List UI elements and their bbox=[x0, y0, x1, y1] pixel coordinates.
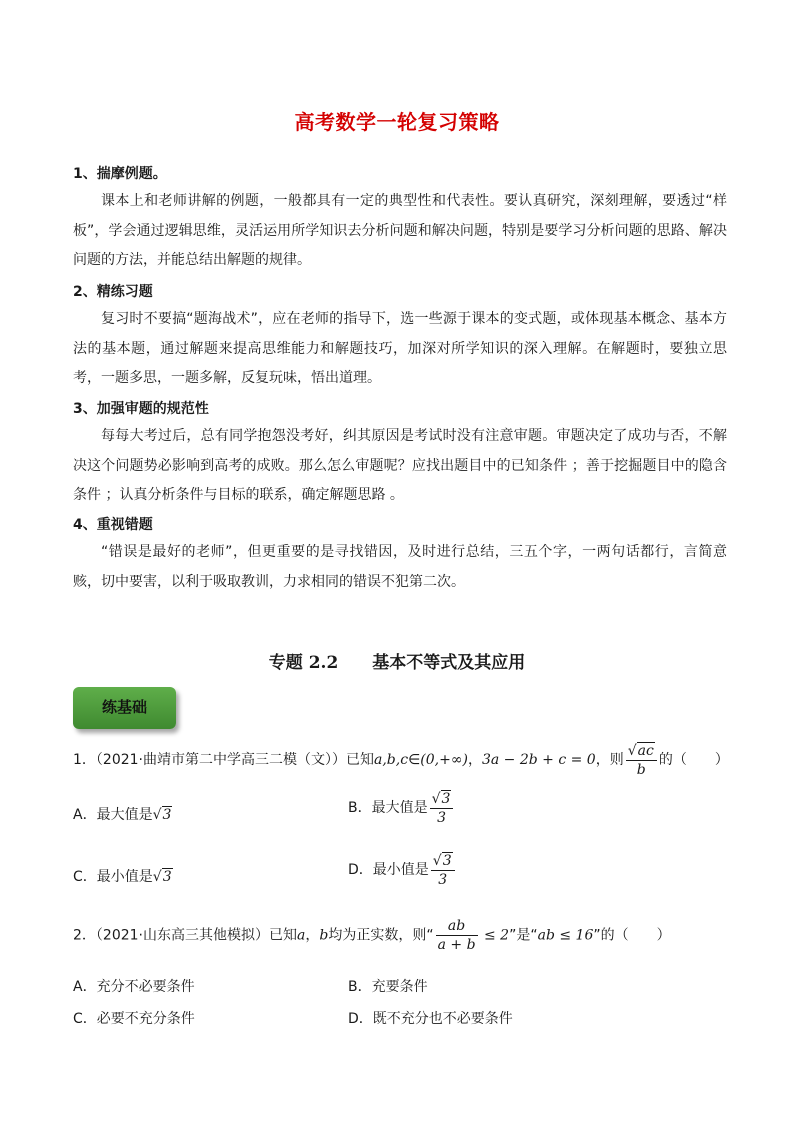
section-heading-1: 1、揣摩例题。 bbox=[73, 166, 167, 182]
section-body-2: 复习时不要搞“题海战术”，应在老师的指导下，选一些源于课本的变式题，或体现基本概念、基本方法的基本题，通过解题来提高思维能力和解题技巧，加深对所学知识的深入理解。在解题时，要独立思考，一题多思，一题多解，反复玩味，悟出道理。 bbox=[73, 311, 727, 386]
q1-suffix: 的（ ） bbox=[658, 752, 729, 768]
option-root: 3 bbox=[162, 807, 172, 823]
q1-then: ，则 bbox=[595, 752, 624, 768]
q1-denominator: b bbox=[636, 762, 646, 778]
q1-radicand: ac bbox=[637, 743, 654, 759]
option-root: 3 bbox=[442, 853, 452, 869]
q2-is: ”是“ bbox=[509, 927, 538, 944]
q1-equation: 3a − 2b + c = 0 bbox=[481, 752, 596, 768]
question-1-stem bbox=[73, 742, 729, 778]
option-text: 最大值是 bbox=[371, 800, 428, 816]
option-letter: B． bbox=[348, 979, 372, 995]
option-text: 充分不必要条件 bbox=[96, 979, 195, 995]
option-den: 3 bbox=[438, 872, 448, 888]
topic-label: 专题 bbox=[268, 653, 303, 673]
q2-fraction bbox=[436, 918, 478, 953]
option-letter: A． bbox=[73, 807, 97, 823]
section-heading-4: 4、重视错题 bbox=[73, 517, 153, 533]
q1-member: ∈ bbox=[408, 752, 421, 768]
q1-sep: ， bbox=[467, 752, 482, 768]
option-letter: C． bbox=[73, 1011, 97, 1027]
option-text: 既不充分也不必要条件 bbox=[372, 1011, 513, 1027]
option-letter: C． bbox=[73, 869, 97, 885]
q2-comma: ， bbox=[305, 927, 320, 944]
option-root: 3 bbox=[162, 869, 172, 885]
topic-name: 基本不等式及其应用 bbox=[372, 653, 526, 673]
question-2-stem bbox=[73, 918, 671, 953]
q1-fraction: $\frac{√ac}{b}$ bbox=[626, 742, 657, 778]
q1-interval: (0,+∞) bbox=[420, 752, 468, 768]
option-text: 最小值是 bbox=[372, 862, 429, 878]
topic-number: 2.2 bbox=[308, 653, 339, 673]
q2-denominator: a + b bbox=[437, 937, 476, 953]
q1-prefix: 1．（2021·曲靖市第二中学高三二模（文））已知 bbox=[73, 752, 374, 768]
q2-numerator: ab bbox=[436, 918, 478, 936]
option-text: 最大值是 bbox=[96, 807, 153, 823]
section-body-1: 课本上和老师讲解的例题，一般都具有一定的典型性和代表性。要认真研究，深刻理解，要透过“样板”，学会通过逻辑思维，灵活运用所学知识去分析问题和解决问题，特别是要学习分析问题的思路、解决问题的方法，并能总结出解题的规律。 bbox=[73, 193, 727, 268]
q2-prefix: 2．（2021·山东高三其他模拟）已知 bbox=[73, 927, 297, 944]
q2-cond1-tail: ≤ 2 bbox=[479, 927, 510, 944]
q2-option-d bbox=[348, 1008, 513, 1028]
q2-cond2: ab ≤ 16 bbox=[537, 927, 594, 944]
option-letter: A． bbox=[73, 979, 97, 995]
option-text: 充要条件 bbox=[371, 979, 428, 995]
option-letter: D． bbox=[348, 1011, 373, 1027]
option-letter: B． bbox=[348, 800, 372, 816]
q1-option-b: B．最大值是 $\frac{√3}{3}$ bbox=[348, 790, 455, 826]
option-root: 3 bbox=[441, 791, 451, 807]
practice-badge: 练基础 bbox=[73, 687, 176, 729]
q2-mid: 均为正实数，则“ bbox=[328, 927, 434, 944]
topic-title bbox=[0, 648, 794, 673]
q2-var-b: b bbox=[319, 927, 329, 944]
option-text: 最小值是 bbox=[96, 869, 153, 885]
q1-option-a: A．最大值是√3 bbox=[73, 807, 172, 823]
q1-vars: a,b,c bbox=[374, 752, 409, 768]
section-body-4: “错误是最好的老师”，但更重要的是寻找错因，及时进行总结，三五个字，一两句话都行，言简意赅，切中要害，以利于吸取教训，力求相同的错误不犯第二次。 bbox=[73, 544, 727, 590]
page-title: 高考数学一轮复习策略 bbox=[294, 110, 500, 134]
q1-option-c: C．最小值是√3 bbox=[73, 869, 172, 885]
q2-option-c bbox=[73, 1008, 195, 1028]
section-body-3: 每每大考过后，总有同学抱怨没考好，纠其原因是考试时没有注意审题。审题决定了成功与否，不解决这个问题势必影响到高考的成败。那么怎么审题呢？应找出题目中的已知条件 ；善于挖掘题目中的隐含条件 ；认真分析条件与目标的联系，确定解题思路 。 bbox=[73, 428, 727, 503]
q2-var-a: a bbox=[297, 927, 306, 944]
option-text: 必要不充分条件 bbox=[96, 1011, 195, 1027]
option-den: 3 bbox=[437, 810, 446, 826]
option-letter: D． bbox=[348, 862, 373, 878]
q2-suffix: ”的（ ） bbox=[593, 927, 671, 944]
q2-option-a bbox=[73, 976, 195, 996]
section-heading-2: 2、精练习题 bbox=[73, 284, 153, 300]
q1-option-d: D．最小值是 $\frac{√3}{3}$ bbox=[348, 852, 457, 888]
section-heading-3: 3、加强审题的规范性 bbox=[73, 401, 209, 417]
q2-option-b bbox=[348, 976, 428, 996]
